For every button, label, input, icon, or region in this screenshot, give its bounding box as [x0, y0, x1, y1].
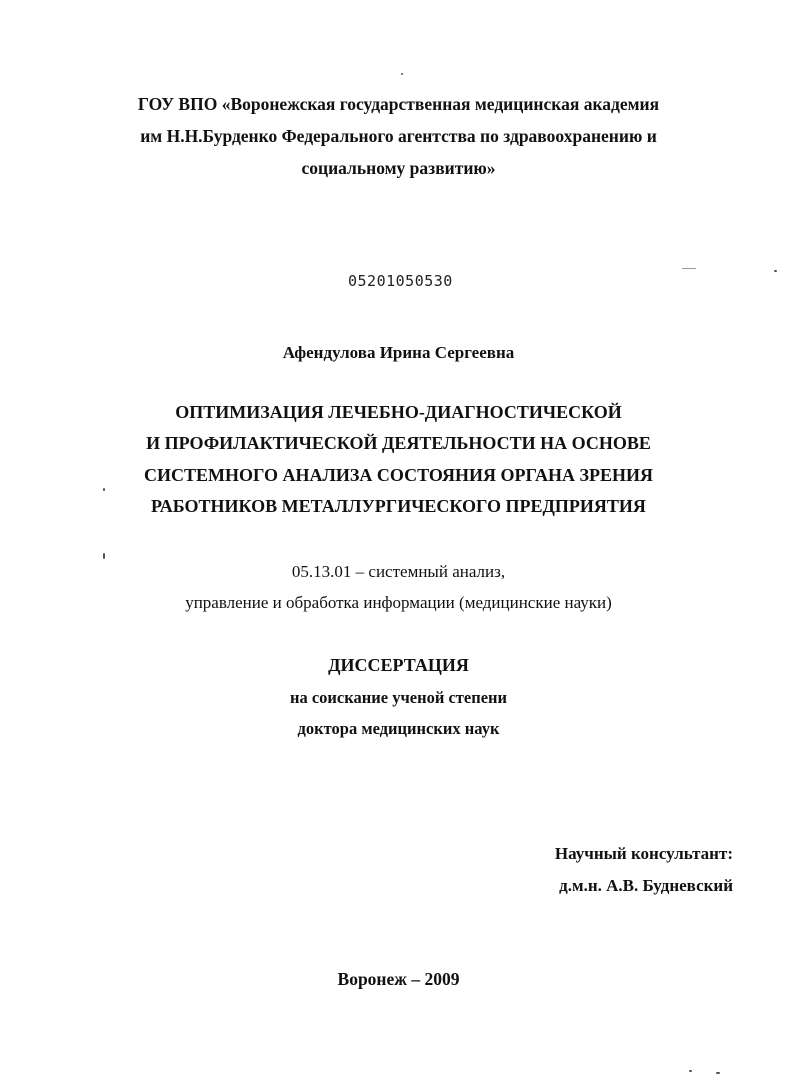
author-name: Афендулова Ирина Сергеевна	[282, 343, 515, 362]
scan-speck	[716, 1072, 720, 1074]
specialty-line-2: управление и обработка информации (медицинские науки)	[185, 593, 612, 612]
scan-speck	[401, 73, 403, 75]
degree-line-1: на соискание ученой степени	[289, 688, 508, 707]
catalog-number: 05201050530	[348, 272, 453, 290]
scan-speck	[774, 270, 777, 272]
scan-speck	[682, 268, 696, 269]
institution-line-3: социальному развитию»	[301, 158, 496, 178]
document-type: ДИССЕРТАЦИЯ	[328, 655, 469, 675]
city-year: Воронеж – 2009	[337, 969, 460, 989]
title-line-2: И ПРОФИЛАКТИЧЕСКОЙ ДЕЯТЕЛЬНОСТИ НА ОСНОВЕ	[146, 433, 651, 453]
consultant-label: Научный консультант:	[554, 844, 733, 863]
title-line-1: ОПТИМИЗАЦИЯ ЛЕЧЕБНО-ДИАГНОСТИЧЕСКОЙ	[175, 402, 622, 422]
scan-speck	[103, 553, 105, 559]
consultant-name: д.м.н. А.В. Будневский	[559, 876, 733, 895]
institution-line-1: ГОУ ВПО «Воронежская государственная медицинская академия	[137, 94, 660, 114]
scan-speck	[103, 488, 105, 491]
degree-line-2: доктора медицинских наук	[297, 719, 500, 738]
title-line-3: СИСТЕМНОГО АНАЛИЗА СОСТОЯНИЯ ОРГАНА ЗРЕНИЯ	[143, 465, 653, 485]
specialty-line-1: 05.13.01 – системный анализ,	[291, 562, 506, 581]
institution-line-2: им Н.Н.Бурденко Федерального агентства по здравоохранению и	[140, 126, 657, 146]
title-line-4: РАБОТНИКОВ МЕТАЛЛУРГИЧЕСКОГО ПРЕДПРИЯТИЯ	[151, 496, 646, 516]
scan-speck	[689, 1070, 692, 1072]
